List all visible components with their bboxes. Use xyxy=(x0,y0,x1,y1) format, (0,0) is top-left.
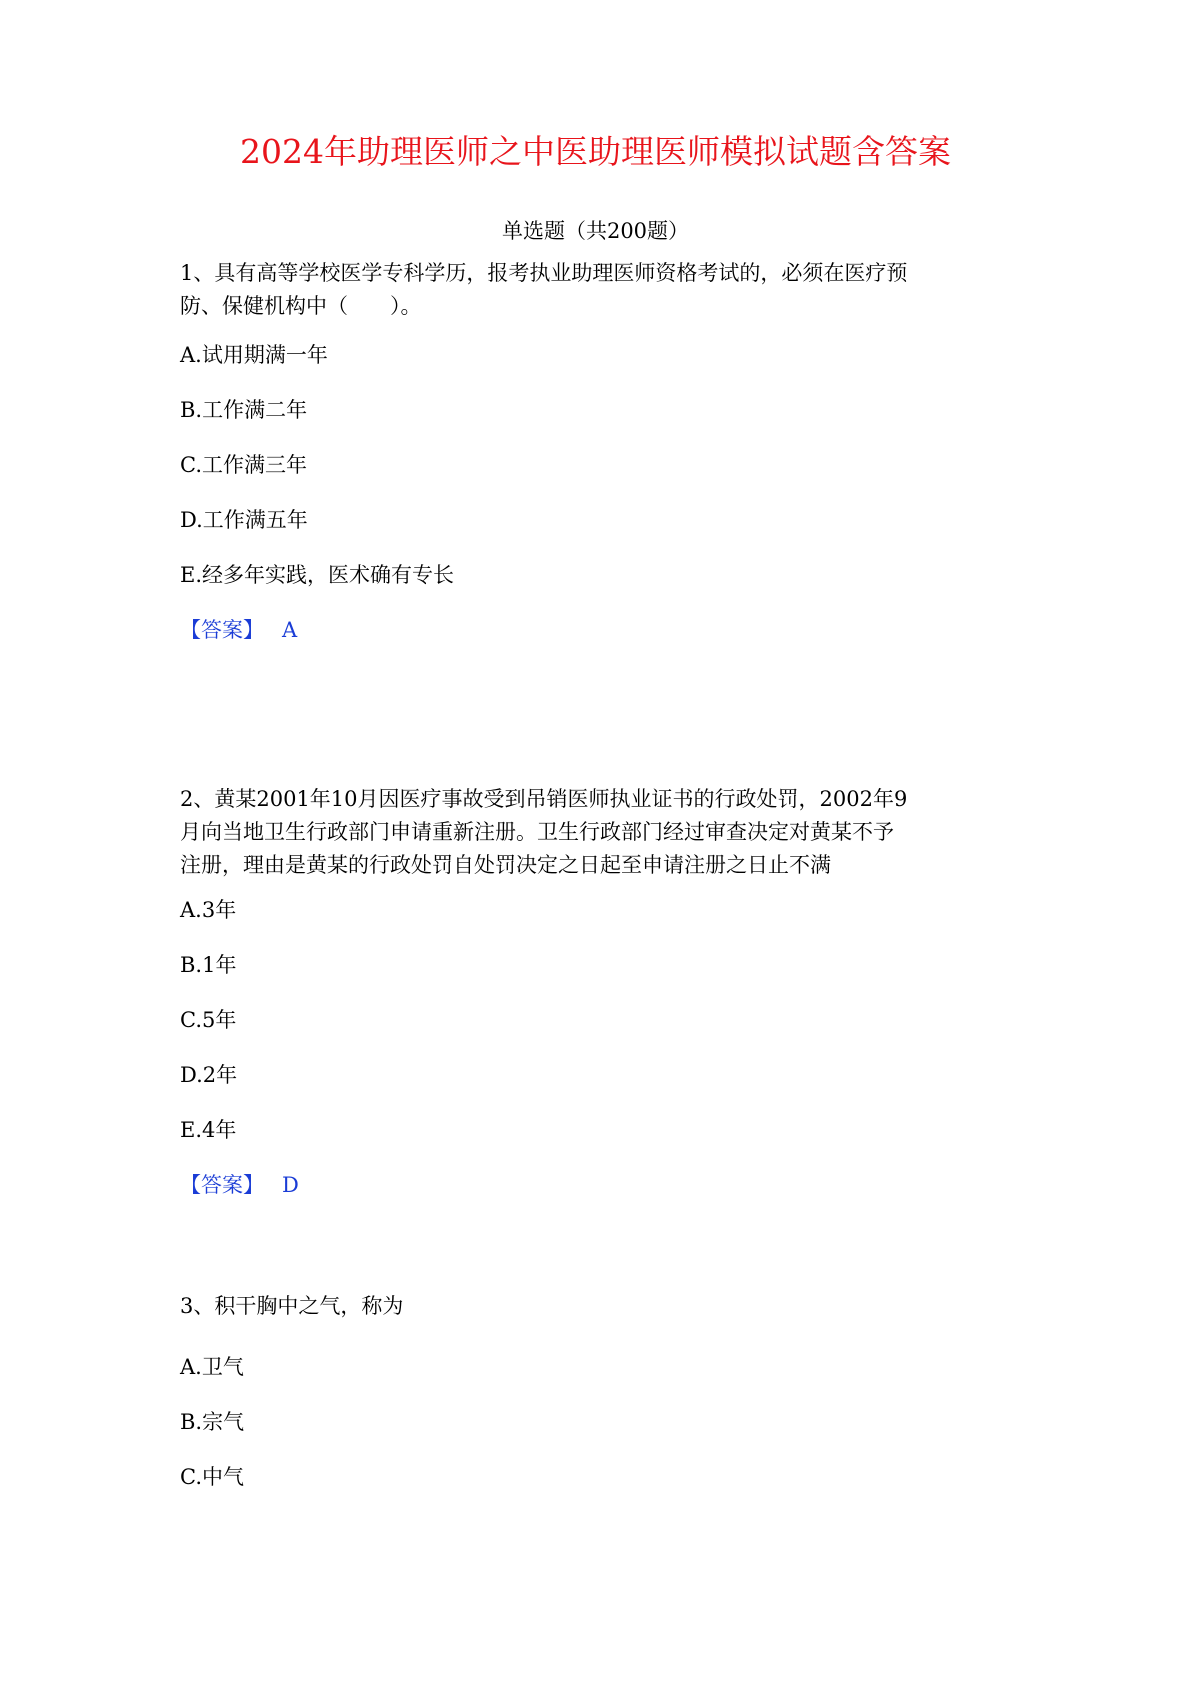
question-1 xyxy=(180,257,1020,323)
question-2-option-d: D.2年 xyxy=(180,1063,238,1087)
question-1-option-d: D.工作满五年 xyxy=(180,508,308,532)
question-1-option-c: C.工作满三年 xyxy=(180,453,307,477)
question-line: 2、黄某2001年10月因医疗事故受到吊销医师执业证书的行政处罚，2002年9 xyxy=(180,787,908,811)
question-1-option-e: E.经多年实践，医术确有专长 xyxy=(180,563,455,587)
question-1-option-b: B.工作满二年 xyxy=(180,398,308,422)
section-heading: 单选题（共200题） xyxy=(501,219,690,243)
question-1-text xyxy=(180,257,1020,323)
question-3-option-b: B.宗气 xyxy=(180,1410,245,1434)
question-2-option-e: E.4年 xyxy=(180,1118,237,1142)
question-line: 注册，理由是黄某的行政处罚自处罚决定之日起至申请注册之日止不满 xyxy=(180,853,831,877)
question-line: 月向当地卫生行政部门申请重新注册。卫生行政部门经过审查决定对黄某不予 xyxy=(180,820,894,844)
question-1-answer xyxy=(180,615,297,645)
question-line: 1、具有高等学校医学专科学历，报考执业助理医师资格考试的，必须在医疗预 xyxy=(180,261,908,285)
question-2 xyxy=(180,783,1020,882)
question-2-answer xyxy=(180,1170,299,1200)
question-1-option-a: A.试用期满一年 xyxy=(180,343,328,367)
question-3-text xyxy=(180,1290,1020,1323)
document-title: 2024年助理医师之中医助理医师模拟试题含答案 xyxy=(240,132,951,171)
answer-value: A xyxy=(282,618,298,642)
question-2-option-b: B.1年 xyxy=(180,953,237,977)
question-line: 防、保健机构中（ ）。 xyxy=(180,294,422,318)
question-3 xyxy=(180,1290,1020,1323)
question-3-option-c: C.中气 xyxy=(180,1465,244,1489)
answer-value: D xyxy=(282,1173,299,1197)
question-2-text xyxy=(180,783,1020,882)
question-line: 3、积干胸中之气，称为 xyxy=(180,1294,404,1318)
answer-label: 【答案】 xyxy=(180,618,264,642)
answer-label: 【答案】 xyxy=(180,1173,264,1197)
question-2-option-a: A.3年 xyxy=(180,898,237,922)
question-2-option-c: C.5年 xyxy=(180,1008,237,1032)
question-3-option-a: A.卫气 xyxy=(180,1355,244,1379)
